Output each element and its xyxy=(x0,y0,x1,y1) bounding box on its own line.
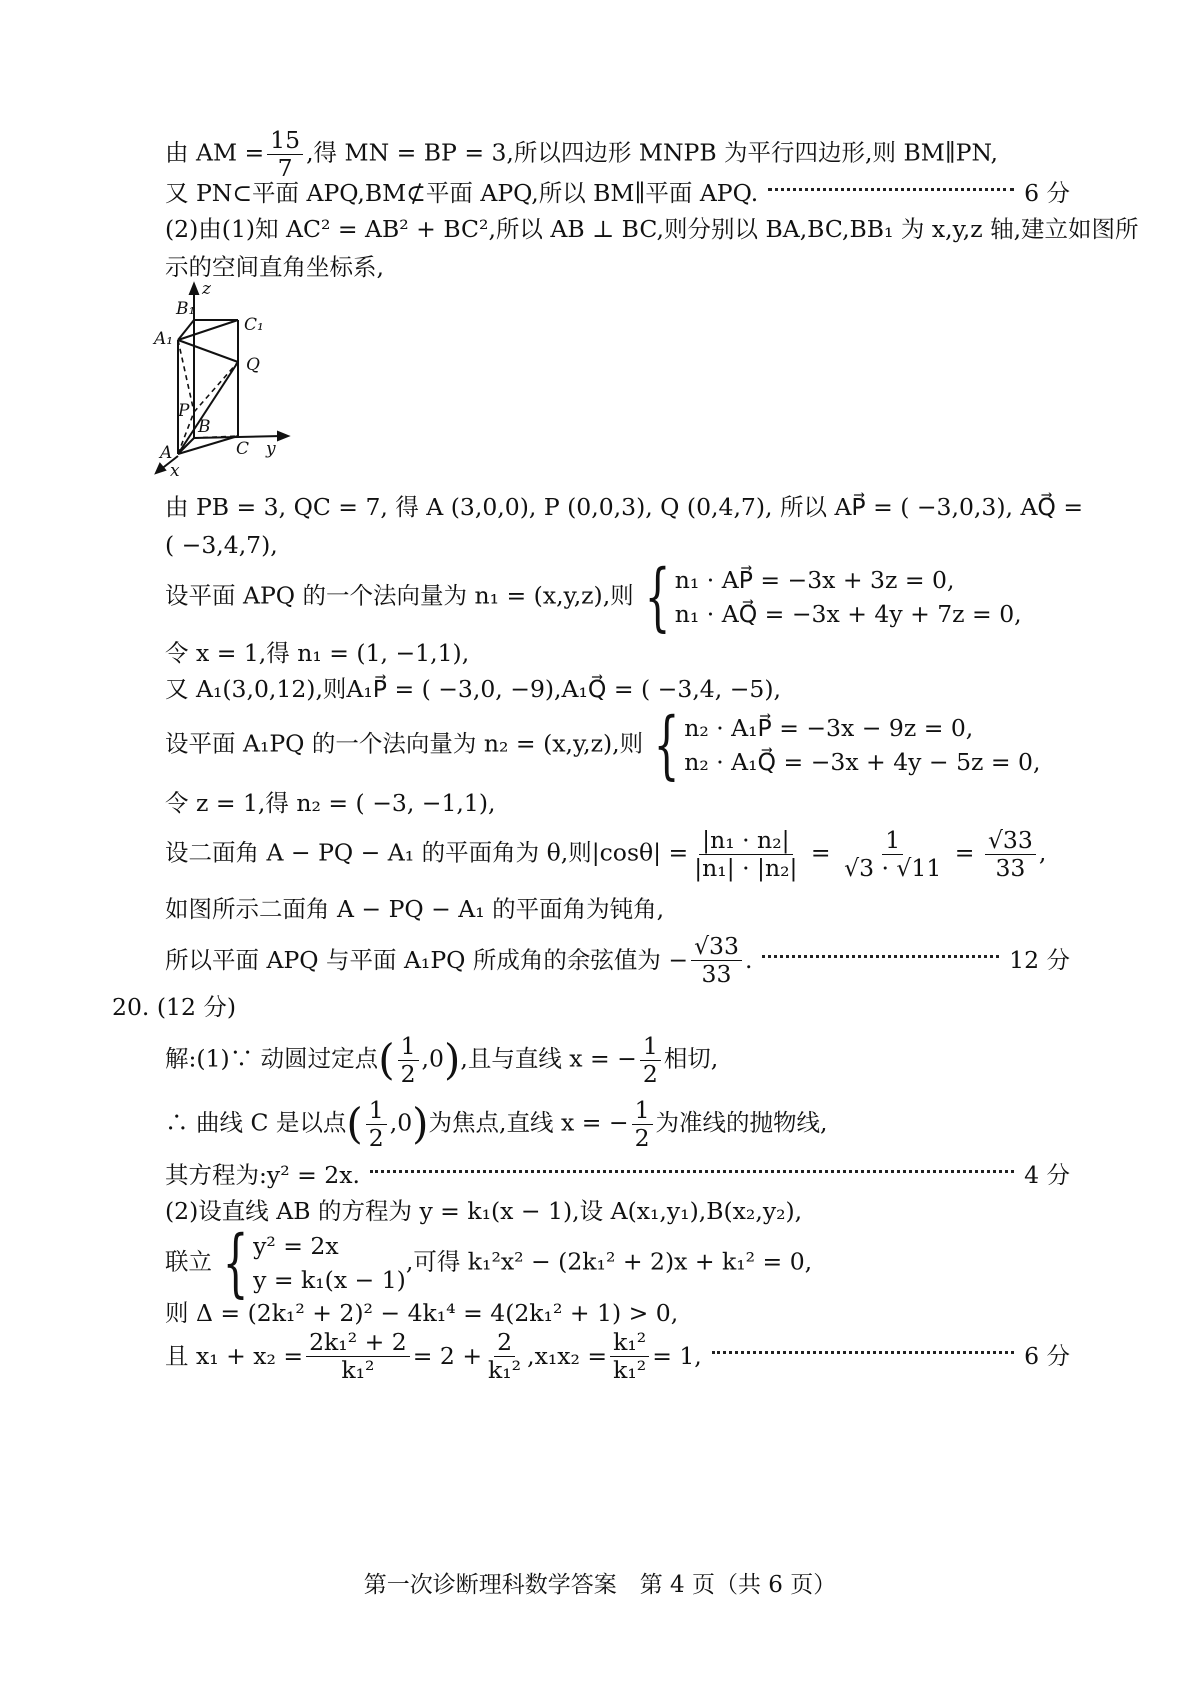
text: = 1, xyxy=(652,1342,702,1371)
solution-line-20: 则 Δ = (2k₁² + 2)² − 4k₁⁴ = 4(2k₁² + 1) > 0, xyxy=(165,1299,679,1327)
system-row: n₁ · AQ⃗ = −3x + 4y + 7z = 0, xyxy=(674,600,1022,628)
label-x: x xyxy=(170,461,180,481)
system-rows xyxy=(675,563,1022,631)
text: = 2 + xyxy=(412,1342,483,1371)
fraction xyxy=(841,828,944,880)
paren: ) xyxy=(443,1035,461,1085)
prism-coordinate-figure xyxy=(148,276,308,484)
left-brace: { xyxy=(644,554,671,640)
fraction xyxy=(691,934,742,986)
left-brace: { xyxy=(653,702,680,788)
text: ,得 MN = BP = 3,所以四边形 MNPB 为平行四边形,则 BM∥PN, xyxy=(306,138,999,167)
label-A1: A₁ xyxy=(154,329,174,349)
frac-den: 7 xyxy=(277,153,293,182)
label-C: C xyxy=(236,439,250,459)
system-row: y = k₁(x − 1) xyxy=(253,1266,406,1294)
solution-line-13: 如图所示二面角 A − PQ − A₁ 的平面角为钝角, xyxy=(165,895,665,923)
frac-den: k₁² xyxy=(613,1355,647,1384)
solution-line-16 xyxy=(165,1098,1070,1150)
edge-A1Q xyxy=(178,340,238,362)
frac-den: 2 xyxy=(400,1059,416,1088)
dot-leader xyxy=(712,1351,1014,1354)
frac-den: 33 xyxy=(995,853,1026,882)
fraction xyxy=(985,828,1036,880)
text: ,可得 k₁²x² − (2k₁² + 2)x + k₁² = 0, xyxy=(405,1247,813,1276)
x-arrow xyxy=(156,464,165,473)
dot-leader xyxy=(768,188,1014,191)
solution-line-17 xyxy=(165,1158,1070,1192)
text: 由 AM = xyxy=(165,138,265,167)
system-row: y² = 2x xyxy=(253,1232,339,1260)
text: 且 x₁ + x₂ = xyxy=(165,1342,304,1371)
dot-leader xyxy=(370,1170,1014,1173)
fraction-15-7 xyxy=(267,128,303,180)
fraction xyxy=(632,1098,653,1150)
period: . xyxy=(744,946,753,975)
score-mark: 12 分 xyxy=(1009,946,1070,975)
frac-num: √33 xyxy=(985,828,1036,855)
solution-line-18: (2)设直线 AB 的方程为 y = k₁(x − 1),设 A(x₁,y₁),B(x₂,y₂), xyxy=(165,1197,803,1225)
text: 为准线的抛物线, xyxy=(655,1108,828,1137)
solution-line-5: 由 PB = 3, QC = 7, 得 A (3,0,0), P (0,0,3), Q (0,4,7), 所以 AP⃗ = ( −3,0,3), AQ⃗ = xyxy=(165,493,1084,521)
label-z: z xyxy=(202,279,211,299)
solution-line-21 xyxy=(165,1330,1070,1382)
label-Q: Q xyxy=(246,355,260,375)
paren: ( xyxy=(346,1099,363,1149)
paren: ( xyxy=(378,1035,395,1085)
label-C1: C₁ xyxy=(244,315,264,335)
equation-system xyxy=(643,702,1041,788)
frac-den: 2 xyxy=(368,1123,384,1152)
dot-leader xyxy=(762,955,999,958)
label-B: B xyxy=(198,417,211,437)
text: 联立 xyxy=(165,1247,212,1276)
score-mark: 6 分 xyxy=(1024,1342,1070,1371)
page-footer: 第一次诊断理科数学答案 第 4 页（共 6 页） xyxy=(363,1572,837,1598)
text: 解:(1)∵ 动圆过定点 xyxy=(165,1044,379,1073)
text: 其方程为:y² = 2x. xyxy=(165,1161,360,1189)
fraction xyxy=(691,828,800,880)
solution-line-15 xyxy=(165,1034,1070,1086)
fraction xyxy=(398,1034,419,1086)
text: ,0 xyxy=(421,1044,444,1073)
solution-line-19 xyxy=(165,1220,1070,1306)
frac-num: 1 xyxy=(398,1034,419,1061)
solution-line-10 xyxy=(165,702,1070,788)
fraction xyxy=(306,1330,410,1382)
text: 设平面 A₁PQ 的一个法向量为 n₂ = (x,y,z),则 xyxy=(165,729,644,758)
fraction xyxy=(640,1034,661,1086)
frac-den: √3 · √11 xyxy=(844,853,942,882)
frac-den: 2 xyxy=(642,1059,658,1088)
text: ,0 xyxy=(389,1108,413,1137)
fraction xyxy=(610,1330,649,1382)
frac-num: 1 xyxy=(632,1098,653,1125)
frac-num: 1 xyxy=(366,1098,387,1125)
left-brace: { xyxy=(222,1220,249,1306)
label-y: y xyxy=(266,439,276,459)
frac-den: |n₁| · |n₂| xyxy=(694,853,798,882)
solution-line-6: ( −3,4,7), xyxy=(165,531,278,559)
text: ,且与直线 x = − xyxy=(460,1044,637,1073)
frac-num: |n₁ · n₂| xyxy=(699,828,792,855)
solution-line-12: 设二面角 A − PQ − A₁ 的平面角为 θ,则|cosθ| = $\frac{\text{|n₁ · n₂|}}{\text{|n₁| · |n₂|}}$ = $\frac{1}{√3 \cdot √11}$ = $\frac{√33}{33}$ , xyxy=(165,826,1047,882)
score-mark: 4 分 xyxy=(1024,1161,1070,1189)
text: 设平面 APQ 的一个法向量为 n₁ = (x,y,z),则 xyxy=(165,581,634,610)
text: 为焦点,直线 x = − xyxy=(428,1108,629,1137)
solution-line-1 xyxy=(165,128,1070,180)
frac-num: 1 xyxy=(640,1034,661,1061)
solution-line-9: 又 A₁(3,0,12),则A₁P⃗ = ( −3,0, −9),A₁Q⃗ = ( −3,4, −5), xyxy=(165,675,781,703)
dashed-PQ xyxy=(194,362,238,412)
label-A: A xyxy=(160,443,173,463)
label-P: P xyxy=(178,401,190,421)
frac-num: k₁² xyxy=(610,1330,649,1357)
text: ,x₁x₂ = xyxy=(527,1342,608,1371)
solution-line-14 xyxy=(165,934,1070,986)
frac-num: 2k₁² + 2 xyxy=(306,1330,410,1357)
text: 又 PN⊂平面 APQ,BM⊄平面 APQ,所以 BM∥平面 APQ. xyxy=(165,179,759,207)
solution-line-2 xyxy=(165,176,1070,210)
system-row: n₂ · A₁Q⃗ = −3x + 4y − 5z = 0, xyxy=(684,748,1041,776)
equation-system xyxy=(212,1220,406,1306)
frac-den: k₁² xyxy=(488,1355,522,1384)
solution-line-11: 令 z = 1,得 n₂ = ( −3, −1,1), xyxy=(165,789,496,817)
frac-den: 2 xyxy=(634,1123,650,1152)
equation-system xyxy=(634,554,1022,640)
label-B1: B₁ xyxy=(176,299,196,319)
text: 所以平面 APQ 与平面 A₁PQ 所成角的余弦值为 − xyxy=(165,946,689,975)
text: 相切, xyxy=(663,1044,719,1073)
frac-num: 2 xyxy=(494,1330,515,1357)
frac-num: √33 xyxy=(691,934,742,961)
text: 设二面角 A − PQ − A₁ 的平面角为 θ,则|cosθ| = xyxy=(165,838,689,867)
solution-line-4: 示的空间直角坐标系, xyxy=(165,253,384,281)
fraction xyxy=(366,1098,387,1150)
solution-line-7 xyxy=(165,554,1070,640)
z-arrow xyxy=(190,284,198,294)
frac-num: 1 xyxy=(882,828,903,855)
frac-den: 33 xyxy=(701,959,732,988)
system-row: n₁ · AP⃗ = −3x + 3z = 0, xyxy=(674,566,955,594)
y-arrow xyxy=(278,432,288,440)
fraction xyxy=(485,1330,524,1382)
solution-line-8: 令 x = 1,得 n₁ = (1, −1,1), xyxy=(165,639,470,667)
solution-line-3: (2)由(1)知 AC² = AB² + BC²,所以 AB ⊥ BC,则分别以 BA,BC,BB₁ 为 x,y,z 轴,建立如图所 xyxy=(165,215,1139,243)
system-row: n₂ · A₁P⃗ = −3x − 9z = 0, xyxy=(684,714,974,742)
question-20-header: 20. (12 分) xyxy=(112,993,237,1021)
system-rows xyxy=(684,711,1040,779)
frac-num: 15 xyxy=(267,128,303,155)
paren: ) xyxy=(412,1099,429,1149)
text: ∴ 曲线 C 是以点 xyxy=(165,1108,347,1137)
frac-den: k₁² xyxy=(341,1355,375,1384)
system-rows xyxy=(253,1229,406,1297)
score-mark: 6 分 xyxy=(1024,179,1070,207)
